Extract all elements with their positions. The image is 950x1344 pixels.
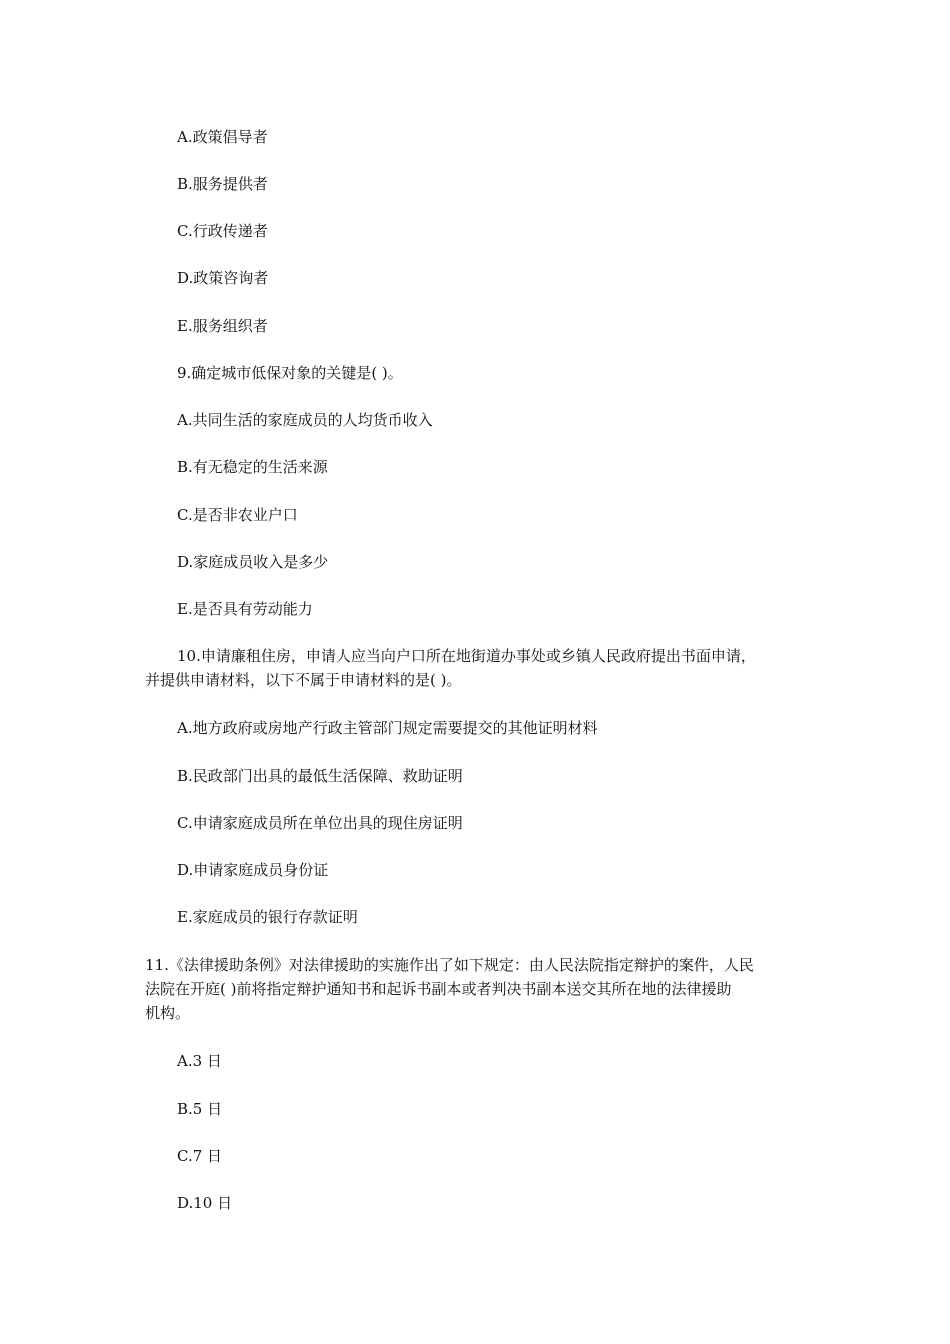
q10-option-a: A.地方政府或房地产行政主管部门规定需要提交的其他证明材料 — [177, 719, 598, 737]
q11-option-d: D.10 日 — [177, 1194, 233, 1212]
q9-option-d: D.家庭成员收入是多少 — [177, 553, 329, 571]
q11-stem-line3: 机构。 — [145, 1004, 191, 1022]
q11-stem-line2: 法院在开庭( )前将指定辩护通知书和起诉书副本或者判决书副本送交其所在地的法律援助 — [145, 980, 732, 998]
q10-stem-line2: 并提供申请材料，以下不属于申请材料的是( )。 — [145, 671, 462, 689]
q10-option-e: E.家庭成员的银行存款证明 — [177, 908, 358, 926]
q8-option-d: D.政策咨询者 — [177, 269, 269, 287]
q10-option-c: C.申请家庭成员所在单位出具的现住房证明 — [177, 814, 463, 832]
q8-option-a: A.政策倡导者 — [177, 128, 268, 146]
q11-stem-line1: 11.《法律援助条例》对法律援助的实施作出了如下规定：由人民法院指定辩护的案件，人民 — [145, 956, 754, 974]
q9-option-c: C.是否非农业户口 — [177, 506, 298, 524]
q9-option-e: E.是否具有劳动能力 — [177, 600, 313, 618]
q10-option-d: D.申请家庭成员身份证 — [177, 861, 329, 879]
q8-option-c: C.行政传递者 — [177, 222, 268, 240]
q8-option-b: B.服务提供者 — [177, 175, 268, 193]
q11-option-b: B.5 日 — [177, 1100, 223, 1118]
q8-option-e: E.服务组织者 — [177, 317, 268, 335]
q10-option-b: B.民政部门出具的最低生活保障、救助证明 — [177, 767, 463, 785]
q11-option-a: A.3 日 — [177, 1052, 222, 1070]
q9-stem: 9.确定城市低保对象的关键是( )。 — [177, 364, 403, 382]
q9-option-b: B.有无稳定的生活来源 — [177, 458, 328, 476]
q10-stem-line1: 10.申请廉租住房，申请人应当向户口所在地街道办事处或乡镇人民政府提出书面申请， — [177, 647, 756, 665]
q11-option-c: C.7 日 — [177, 1147, 223, 1165]
q9-option-a: A.共同生活的家庭成员的人均货币收入 — [177, 411, 433, 429]
